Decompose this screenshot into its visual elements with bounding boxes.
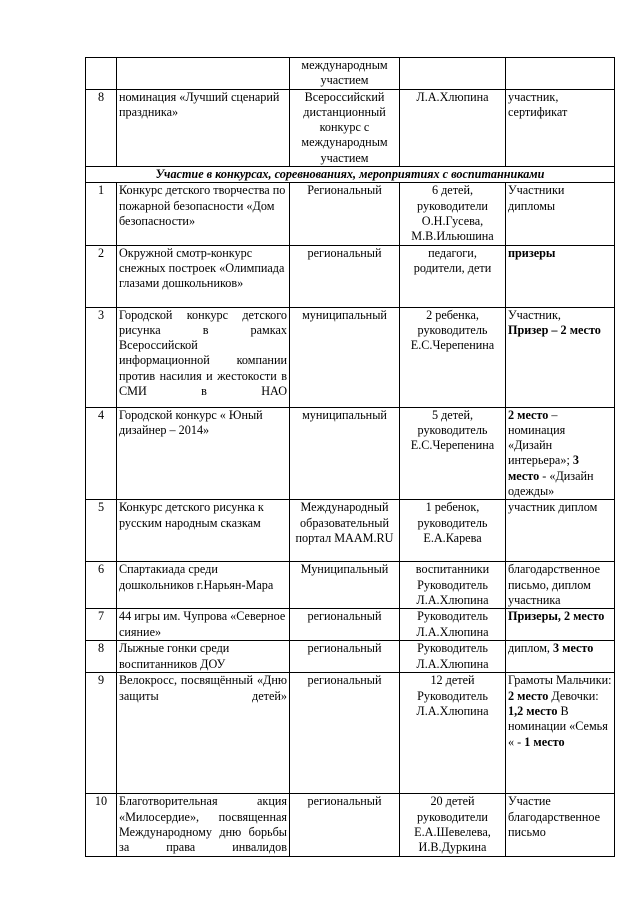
table-row (86, 183, 615, 245)
event-result (506, 673, 615, 794)
event-name: Велокросс, посвящённый «Дню защиты детей» (117, 673, 290, 794)
event-participants: педагоги, родители, дети (400, 245, 506, 307)
section-title: Участие в конкурсах, соревнованиях, мероприятиях с воспитанниками (86, 167, 615, 183)
result-text: В номинации «Семья « - (508, 703, 608, 749)
result-bold: 2 место (508, 688, 549, 703)
row-number: 8 (86, 641, 117, 673)
table-row (86, 673, 615, 794)
event-level: муниципальный (290, 407, 400, 500)
table-row (86, 58, 615, 90)
row-number: 8 (86, 89, 117, 166)
table-row (86, 407, 615, 500)
result-bold: Призеры, 2 место (508, 609, 605, 624)
row-number: 4 (86, 407, 117, 500)
table-row (86, 245, 615, 307)
event-participants: 5 детей, руководитель Е.С.Черепенина (400, 407, 506, 500)
event-level: Муниципальный (290, 562, 400, 609)
table-row (86, 500, 615, 562)
event-result: благодарственное письмо, диплом участника (506, 562, 615, 609)
result-text: диплом, (508, 641, 553, 656)
document-page (85, 57, 615, 857)
event-name: Городской конкурс « Юный дизайнер – 2014» (117, 407, 290, 500)
section-header-row (86, 167, 615, 183)
event-participants: 20 детей руководители Е.А.Шевелева, И.В.Дуркина (400, 794, 506, 856)
event-name: Окружной смотр-конкурс снежных построек «Олимпиада глазами дошкольников» (117, 245, 290, 307)
table-row (86, 794, 615, 856)
result-bold: призеры (508, 245, 556, 260)
result-bold: 1,2 место (508, 703, 558, 718)
event-name: Спартакиада среди дошкольников г.Нарьян-Мара (117, 562, 290, 609)
event-level: региональный (290, 609, 400, 641)
event-result (506, 58, 615, 90)
event-participants: Руководитель Л.А.Хлюпина (400, 609, 506, 641)
result-bold: 1 место (524, 734, 565, 749)
result-text: – номинация «Дизайн интерьера»; (508, 407, 570, 468)
event-result (506, 245, 615, 307)
event-result: участник диплом (506, 500, 615, 562)
table-row (86, 562, 615, 609)
table-row (86, 307, 615, 407)
event-name: 44 игры им. Чупрова «Северное сияние» (117, 609, 290, 641)
result-text: Участник, (508, 307, 561, 322)
event-participants (400, 58, 506, 90)
event-result (506, 307, 615, 407)
event-level: международным участием (290, 58, 400, 90)
row-number: 9 (86, 673, 117, 794)
event-name: Городской конкурс детского рисунка в рамках Всероссийской информационной компании против насилия и жестокости в СМИ в НАО (117, 307, 290, 407)
result-text: Девочки: (548, 688, 599, 703)
row-number: 5 (86, 500, 117, 562)
event-level: муниципальный (290, 307, 400, 407)
event-name: Лыжные гонки среди воспитанников ДОУ (117, 641, 290, 673)
event-result: участник, сертификат (506, 89, 615, 166)
row-number: 6 (86, 562, 117, 609)
result-bold: 3 место (508, 453, 579, 483)
event-level: Региональный (290, 183, 400, 245)
table-row (86, 641, 615, 673)
result-bold: 3 место (553, 641, 594, 656)
row-number: 10 (86, 794, 117, 856)
event-name (117, 58, 290, 90)
event-level: Международный образовательный портал MAAM.RU (290, 500, 400, 562)
table-row (86, 609, 615, 641)
result-bold: 2 место (508, 407, 549, 422)
event-name: Благотворительная акция «Милосердие», посвященная Международному дню борьбы за права инвалидов (117, 794, 290, 856)
table-row (86, 89, 615, 166)
event-result (506, 609, 615, 641)
events-table (85, 57, 615, 857)
event-participants: Руководитель Л.А.Хлюпина (400, 641, 506, 673)
event-level: региональный (290, 245, 400, 307)
event-name: Конкурс детского рисунка к русским народным сказкам (117, 500, 290, 562)
event-level: Всероссийский дистанционный конкурс с международным участием (290, 89, 400, 166)
event-participants: 6 детей, руководители О.Н.Гусева, М.В.Ильюшина (400, 183, 506, 245)
result-text: - «Дизайн одежды» (508, 468, 594, 499)
event-participants: 2 ребенка, руководитель Е.С.Черепенина (400, 307, 506, 407)
event-name: Конкурс детского творчества по пожарной безопасности «Дом безопасности» (117, 183, 290, 245)
row-number: 3 (86, 307, 117, 407)
row-number: 7 (86, 609, 117, 641)
event-level: региональный (290, 641, 400, 673)
event-participants: 12 детей Руководитель Л.А.Хлюпина (400, 673, 506, 794)
event-name: номинация «Лучший сценарий праздника» (117, 89, 290, 166)
row-number (86, 58, 117, 90)
result-bold: Призер – 2 место (508, 322, 601, 337)
result-text: Грамоты Мальчики: (508, 673, 612, 688)
event-participants: 1 ребенок, руководитель Е.А.Карева (400, 500, 506, 562)
event-result: Участие благодарственное письмо (506, 794, 615, 856)
event-result (506, 641, 615, 673)
event-level: региональный (290, 794, 400, 856)
event-level: региональный (290, 673, 400, 794)
event-result: Участники дипломы (506, 183, 615, 245)
event-participants: воспитанники Руководитель Л.А.Хлюпина (400, 562, 506, 609)
event-result (506, 407, 615, 500)
row-number: 2 (86, 245, 117, 307)
event-participants: Л.А.Хлюпина (400, 89, 506, 166)
row-number: 1 (86, 183, 117, 245)
